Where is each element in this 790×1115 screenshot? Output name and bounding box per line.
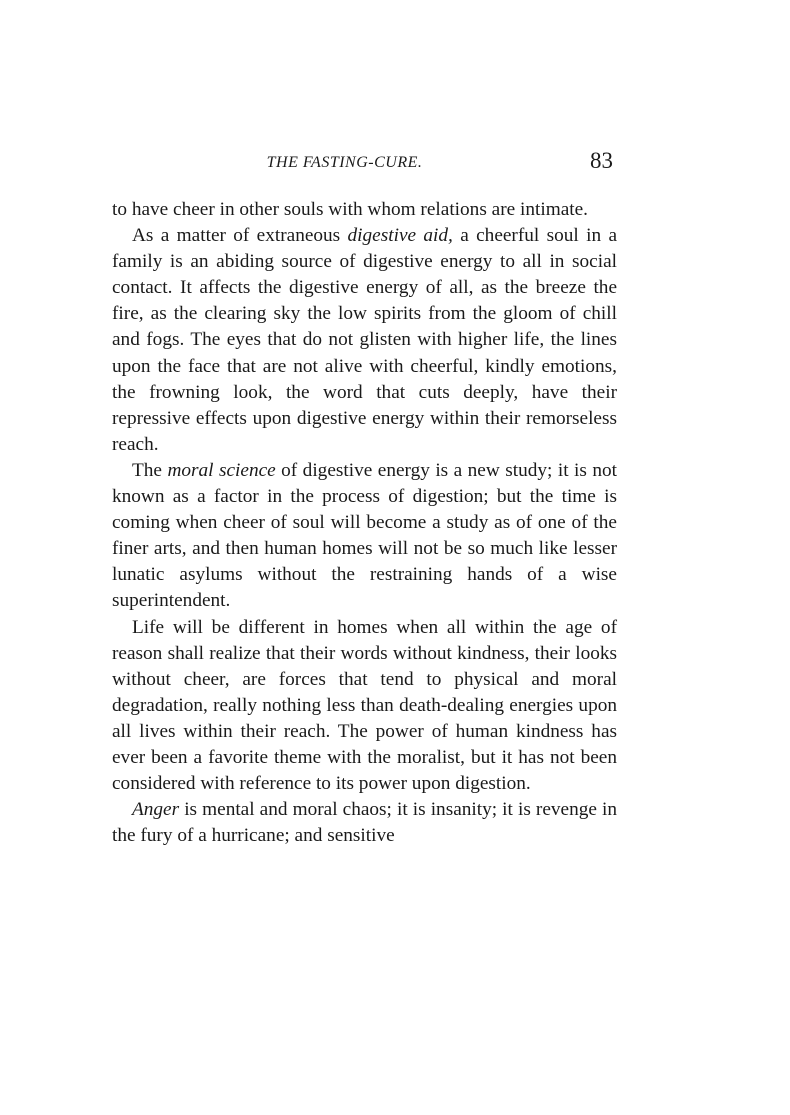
paragraph-3-text-2: of digestive energy is a new study; it is not known as a factor in the process of digestion; but the time is coming when cheer of soul will become a study as of one of the finer arts, and then human homes will not be so much like lesser lunatic asylums without the restraining hands of a wise superintendent. — [112, 459, 617, 612]
paragraph-4-text: Life will be different in homes when all within the age of reason shall realize that their words without kindness, their looks without cheer, are forces that tend to physical and moral degradation, really nothing less than death-dealing energies upon all lives within their reach. The power of human kindness has ever been a favorite theme with the moralist, but it has not been considered with reference to its power upon digestion. — [112, 616, 617, 795]
running-title: THE FASTING-CURE. — [266, 154, 423, 171]
paragraph-1 — [112, 197, 617, 223]
paragraph-3-emphasis: moral science — [167, 459, 276, 481]
paragraph-2-text-1: As a matter of extraneous — [132, 225, 348, 247]
paragraph-3-text-1: The — [132, 459, 168, 481]
book-page — [112, 148, 617, 849]
paragraph-3 — [112, 458, 617, 615]
paragraph-5 — [112, 797, 617, 849]
paragraph-5-emphasis: Anger — [132, 799, 180, 821]
body-text — [112, 197, 617, 849]
paragraph-2-text-2: a cheerful soul in a family is an abiding source of digestive energy to all in social contact. It affects the digestive energy of all, as the breeze the fire, as the clearing sky the low spirits from the gloom of chill and fogs. The eyes that do not glisten with higher life, the lines upon the face that are not alive with cheerful, kindly emotions, the frowning look, the word that cuts deeply, have their repressive effects upon digestive energy within their remorseless reach. — [112, 225, 617, 455]
page-number: 83 — [590, 148, 613, 173]
paragraph-5-text: is mental and moral chaos; it is insanity; it is revenge in the fury of a hurricane; and sensitive — [112, 799, 617, 847]
paragraph-2 — [112, 223, 617, 458]
paragraph-4 — [112, 615, 617, 798]
running-header — [112, 148, 617, 180]
paragraph-1-text: to have cheer in other souls with whom relations are intimate. — [112, 199, 589, 220]
paragraph-2-emphasis: digestive aid, — [347, 225, 453, 247]
